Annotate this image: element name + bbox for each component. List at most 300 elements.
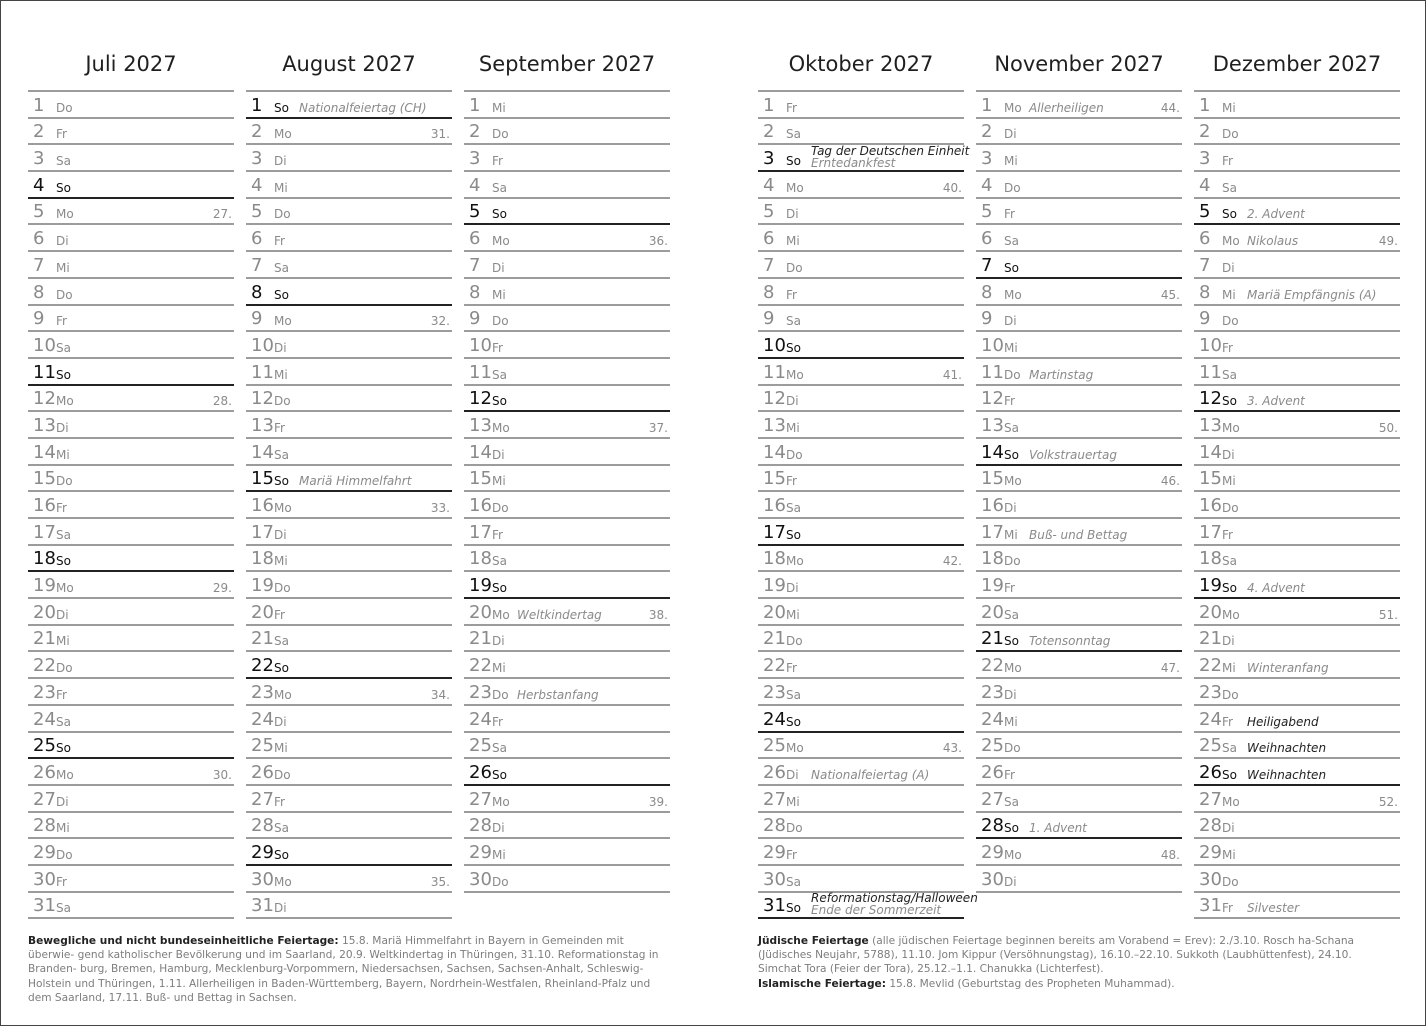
weekday-label: Mo — [274, 314, 292, 329]
day-row[interactable] — [246, 412, 452, 439]
day-row[interactable] — [976, 279, 1182, 306]
day-row[interactable] — [246, 386, 452, 413]
day-number: 21 — [981, 628, 1004, 650]
day-row[interactable] — [976, 199, 1182, 226]
day-row[interactable] — [464, 386, 670, 413]
day-row[interactable] — [464, 786, 670, 813]
holiday-note: Silvester — [1247, 901, 1300, 916]
day-row[interactable] — [758, 359, 964, 386]
day-row[interactable] — [976, 439, 1182, 466]
day-row[interactable] — [464, 92, 670, 119]
day-row[interactable] — [246, 786, 452, 813]
day-row[interactable] — [28, 679, 234, 706]
holiday-note: 4. Advent — [1247, 581, 1305, 596]
day-row[interactable] — [464, 439, 670, 466]
day-number: 3 — [469, 148, 481, 170]
day-row[interactable] — [1194, 572, 1400, 599]
day-row[interactable] — [464, 706, 670, 733]
day-row[interactable] — [28, 279, 234, 306]
day-number: 7 — [469, 254, 481, 276]
day-row[interactable] — [758, 306, 964, 333]
weekday-label: Do — [1222, 874, 1239, 889]
day-row[interactable] — [758, 786, 964, 813]
day-number: 7 — [763, 254, 775, 276]
day-row[interactable] — [28, 626, 234, 653]
day-row[interactable] — [246, 599, 452, 626]
footnote-jewish-heading: Jüdische Feiertage — [758, 935, 869, 947]
day-number: 3 — [251, 148, 263, 170]
day-number: 23 — [763, 681, 786, 703]
day-row[interactable] — [464, 119, 670, 146]
day-number: 7 — [251, 254, 263, 276]
day-row[interactable] — [976, 626, 1182, 653]
day-row[interactable] — [246, 679, 452, 706]
day-row[interactable] — [1194, 306, 1400, 333]
day-row[interactable] — [1194, 172, 1400, 199]
day-row[interactable] — [1194, 492, 1400, 519]
day-row[interactable] — [976, 466, 1182, 493]
day-number: 31 — [33, 895, 56, 917]
day-number: 30 — [981, 868, 1004, 890]
day-row[interactable] — [758, 706, 964, 733]
day-list — [1194, 90, 1400, 919]
day-row[interactable] — [976, 332, 1182, 359]
day-row[interactable] — [464, 626, 670, 653]
weekday-label: Sa — [274, 634, 289, 649]
day-row[interactable] — [464, 546, 670, 573]
day-row[interactable] — [1194, 599, 1400, 626]
weekday-label: So — [1004, 821, 1019, 836]
day-row[interactable] — [464, 866, 670, 893]
day-row[interactable] — [758, 144, 970, 172]
day-row[interactable] — [464, 279, 670, 306]
week-number: 36. — [648, 234, 668, 249]
day-number: 31 — [1199, 895, 1222, 917]
day-row[interactable] — [246, 759, 452, 786]
day-row[interactable] — [758, 652, 964, 679]
day-row[interactable] — [464, 652, 670, 679]
weekday-label: Di — [274, 527, 287, 542]
day-number: 15 — [469, 468, 492, 490]
day-number: 4 — [33, 174, 45, 196]
day-row[interactable] — [758, 546, 964, 573]
day-row[interactable] — [758, 813, 964, 840]
day-row[interactable] — [246, 466, 452, 493]
weekday-label: Di — [492, 821, 505, 836]
day-row[interactable] — [1194, 519, 1400, 546]
day-number: 1 — [469, 94, 481, 116]
day-number: 24 — [981, 708, 1004, 730]
day-row[interactable] — [246, 145, 452, 172]
day-number: 22 — [981, 655, 1004, 677]
day-row[interactable] — [758, 252, 964, 279]
day-row[interactable] — [28, 813, 234, 840]
day-row[interactable] — [246, 225, 452, 252]
day-row[interactable] — [28, 92, 234, 119]
day-row[interactable] — [1194, 866, 1400, 893]
day-row[interactable] — [976, 866, 1182, 893]
day-number: 12 — [1199, 388, 1222, 410]
day-row[interactable] — [1194, 759, 1400, 786]
day-row[interactable] — [758, 839, 964, 866]
day-number: 28 — [763, 815, 786, 837]
month-title: November 2027 — [994, 52, 1164, 76]
weekday-label: Do — [1222, 314, 1239, 329]
day-row[interactable] — [28, 252, 234, 279]
weekday-label: So — [786, 714, 801, 729]
weekday-label: Di — [1004, 501, 1017, 515]
day-row[interactable] — [1194, 252, 1400, 279]
day-row[interactable] — [976, 306, 1182, 333]
day-number: 9 — [251, 308, 263, 330]
day-row[interactable] — [246, 866, 452, 893]
weekday-label: Do — [56, 661, 73, 676]
week-number: 35. — [430, 874, 450, 889]
day-number: 11 — [763, 361, 786, 383]
weekday-label: Fr — [1004, 394, 1015, 409]
day-row[interactable] — [758, 466, 964, 493]
weekday-label: Mo — [786, 180, 804, 195]
day-row[interactable] — [976, 172, 1182, 199]
day-row[interactable] — [464, 225, 670, 252]
day-row[interactable] — [246, 492, 452, 519]
footnote-right — [758, 934, 1398, 991]
day-row[interactable] — [976, 652, 1182, 679]
day-number: 27 — [251, 788, 274, 810]
day-row[interactable] — [464, 172, 670, 199]
day-row[interactable] — [464, 759, 670, 786]
day-row[interactable] — [246, 706, 452, 733]
day-row[interactable] — [758, 92, 964, 119]
day-row[interactable] — [464, 519, 670, 546]
day-row[interactable] — [1194, 786, 1400, 813]
day-row[interactable] — [28, 572, 234, 599]
weekday-label: Fr — [492, 154, 503, 169]
holiday-note: 2. Advent — [1247, 207, 1305, 222]
day-row[interactable] — [464, 679, 670, 706]
day-row[interactable] — [246, 332, 452, 359]
day-row[interactable] — [464, 599, 670, 626]
week-number: 52. — [1378, 794, 1398, 809]
day-row[interactable] — [976, 412, 1182, 439]
day-row[interactable] — [28, 145, 234, 172]
weekday-label: Di — [56, 234, 69, 249]
day-row[interactable] — [1194, 626, 1400, 653]
day-row[interactable] — [976, 359, 1182, 386]
holiday-note: Volkstrauertag — [1029, 447, 1117, 462]
weekday-label: Mi — [1222, 847, 1236, 862]
day-row[interactable] — [976, 813, 1182, 840]
weekday-label: So — [274, 847, 289, 862]
day-row[interactable] — [246, 306, 452, 333]
day-row[interactable] — [758, 225, 964, 252]
weekday-label: Mi — [492, 847, 506, 862]
day-row[interactable] — [28, 359, 234, 386]
day-row[interactable] — [1194, 225, 1400, 252]
day-row[interactable] — [464, 813, 670, 840]
day-row[interactable] — [758, 386, 964, 413]
day-number: 14 — [33, 441, 56, 463]
day-row[interactable] — [28, 466, 234, 493]
weekday-label: Do — [274, 767, 291, 782]
day-row[interactable] — [976, 145, 1182, 172]
day-list — [28, 90, 234, 919]
day-row[interactable] — [246, 359, 452, 386]
day-number: 16 — [251, 495, 274, 516]
day-row[interactable] — [758, 572, 964, 599]
day-number: 23 — [33, 681, 56, 703]
day-number: 18 — [763, 548, 786, 570]
weekday-label: Fr — [274, 607, 285, 622]
day-row[interactable] — [464, 199, 670, 226]
day-row[interactable] — [758, 519, 964, 546]
day-row[interactable] — [464, 839, 670, 866]
day-row[interactable] — [1194, 332, 1400, 359]
day-row[interactable] — [28, 119, 234, 146]
day-row[interactable] — [1194, 386, 1400, 413]
day-row[interactable] — [28, 225, 234, 252]
day-row[interactable] — [28, 706, 234, 733]
day-row[interactable] — [1194, 439, 1400, 466]
day-row[interactable] — [976, 759, 1182, 786]
footnote-left — [28, 934, 668, 1005]
weekday-label: Do — [1004, 367, 1021, 382]
day-number: 16 — [763, 495, 786, 516]
day-number: 11 — [981, 361, 1004, 383]
day-row[interactable] — [28, 439, 234, 466]
weekday-label: Mo — [492, 607, 510, 622]
day-row[interactable] — [246, 279, 452, 306]
day-row[interactable] — [758, 599, 964, 626]
day-row[interactable] — [246, 572, 452, 599]
day-number: 26 — [33, 761, 56, 783]
day-number: 13 — [1199, 414, 1222, 436]
day-row[interactable] — [246, 546, 452, 573]
day-row[interactable] — [976, 572, 1182, 599]
day-row[interactable] — [976, 599, 1182, 626]
day-row[interactable] — [246, 626, 452, 653]
weekday-label: Mi — [56, 447, 70, 462]
day-number: 9 — [1199, 308, 1211, 330]
day-row[interactable] — [976, 119, 1182, 146]
day-row[interactable] — [1194, 733, 1400, 760]
day-row[interactable] — [28, 332, 234, 359]
day-row[interactable] — [28, 172, 234, 199]
day-row[interactable] — [1194, 839, 1400, 866]
day-row[interactable] — [28, 839, 234, 866]
day-row[interactable] — [1194, 679, 1400, 706]
day-row[interactable] — [1194, 199, 1400, 226]
day-row[interactable] — [1194, 145, 1400, 172]
holiday-note: Weihnachten — [1247, 741, 1327, 756]
footnote-islamic-text: 15.8. Mevlid (Geburtstag des Propheten Muhammad). — [885, 977, 1175, 990]
day-row[interactable] — [1194, 652, 1400, 679]
day-row[interactable] — [758, 759, 964, 786]
day-row[interactable] — [28, 546, 234, 573]
day-row[interactable] — [976, 706, 1182, 733]
weekday-label: Mi — [1222, 474, 1236, 489]
holiday-note: Nikolaus — [1247, 234, 1299, 249]
day-row[interactable] — [28, 412, 234, 439]
day-number: 18 — [981, 548, 1004, 570]
day-row[interactable] — [1194, 359, 1400, 386]
week-number: 46. — [1160, 474, 1180, 489]
day-row[interactable] — [246, 439, 452, 466]
day-row[interactable] — [464, 332, 670, 359]
day-row[interactable] — [28, 599, 234, 626]
day-row[interactable] — [28, 786, 234, 813]
weekday-label: Di — [786, 207, 799, 222]
day-row[interactable] — [976, 839, 1182, 866]
day-number: 2 — [981, 121, 993, 143]
day-number: 12 — [33, 388, 56, 410]
day-row[interactable] — [976, 386, 1182, 413]
day-row[interactable] — [464, 572, 670, 599]
day-row[interactable] — [976, 733, 1182, 760]
day-row[interactable] — [246, 652, 452, 679]
day-number: 21 — [251, 628, 274, 650]
weekday-label: Do — [786, 447, 803, 462]
day-row[interactable] — [758, 279, 964, 306]
day-row[interactable] — [464, 145, 670, 172]
weekday-label: Mi — [492, 474, 506, 489]
weekday-label: So — [274, 474, 289, 489]
day-number: 3 — [1199, 148, 1211, 170]
weekday-label: Di — [492, 634, 505, 649]
day-row[interactable] — [246, 839, 452, 866]
holiday-note: Winteranfang — [1247, 661, 1329, 676]
weekday-label: Di — [1004, 127, 1017, 142]
day-row[interactable] — [758, 679, 964, 706]
weekday-label: Sa — [56, 527, 71, 542]
day-row[interactable] — [976, 252, 1182, 279]
weekday-label: Mo — [56, 394, 74, 409]
weekday-label: Di — [1004, 687, 1017, 702]
day-number: 17 — [33, 521, 56, 543]
weekday-label: Mi — [274, 554, 288, 569]
day-number: 29 — [981, 841, 1004, 863]
day-row[interactable] — [1194, 119, 1400, 146]
day-row[interactable] — [246, 893, 452, 920]
day-row[interactable] — [976, 225, 1182, 252]
day-row[interactable] — [246, 252, 452, 279]
week-number: 47. — [1160, 661, 1180, 676]
day-number: 6 — [981, 228, 993, 250]
weekday-label: Fr — [1222, 340, 1233, 355]
day-row[interactable] — [28, 652, 234, 679]
day-row[interactable] — [976, 492, 1182, 519]
day-row[interactable] — [464, 492, 670, 519]
day-row[interactable] — [464, 359, 670, 386]
day-number: 27 — [33, 788, 56, 810]
week-number: 31. — [430, 127, 450, 142]
day-row[interactable] — [1194, 92, 1400, 119]
day-row[interactable] — [246, 92, 452, 119]
day-row[interactable] — [28, 866, 234, 893]
weekday-label: Mi — [492, 100, 506, 115]
day-number: 12 — [469, 388, 492, 410]
day-row[interactable] — [28, 306, 234, 333]
day-row[interactable] — [758, 891, 978, 920]
day-row[interactable] — [1194, 893, 1400, 920]
day-row[interactable] — [246, 733, 452, 760]
day-number: 16 — [33, 495, 56, 516]
holiday-note-line2: Ende der Sommerzeit — [811, 903, 942, 918]
weekday-label: Mo — [274, 687, 292, 702]
week-number: 49. — [1378, 234, 1398, 249]
day-number: 19 — [469, 575, 492, 597]
day-row[interactable] — [246, 199, 452, 226]
day-row[interactable] — [246, 172, 452, 199]
day-row[interactable] — [1194, 546, 1400, 573]
weekday-label: Sa — [786, 314, 801, 329]
day-row[interactable] — [464, 412, 670, 439]
day-row[interactable] — [976, 786, 1182, 813]
day-number: 15 — [33, 468, 56, 490]
day-row[interactable] — [28, 759, 234, 786]
day-row[interactable] — [758, 492, 964, 519]
weekday-label: Sa — [1004, 420, 1019, 435]
day-row[interactable] — [758, 332, 964, 359]
day-row[interactable] — [28, 519, 234, 546]
weekday-label: Sa — [56, 154, 71, 169]
day-row[interactable] — [1194, 279, 1400, 306]
day-row[interactable] — [246, 519, 452, 546]
holiday-note: Nationalfeiertag (CH) — [299, 100, 427, 115]
day-row[interactable] — [1194, 813, 1400, 840]
weekday-label: Sa — [492, 741, 507, 756]
day-row[interactable] — [1194, 466, 1400, 493]
day-row[interactable] — [246, 119, 452, 146]
day-row[interactable] — [1194, 706, 1400, 733]
day-row[interactable] — [758, 866, 964, 893]
day-row[interactable] — [758, 626, 964, 653]
day-row[interactable] — [758, 412, 964, 439]
day-row[interactable] — [976, 519, 1182, 546]
day-row[interactable] — [1194, 412, 1400, 439]
day-row[interactable] — [758, 439, 964, 466]
day-row[interactable] — [758, 172, 964, 199]
day-row[interactable] — [464, 306, 670, 333]
day-row[interactable] — [758, 119, 964, 146]
day-number: 30 — [33, 868, 56, 890]
weekday-label: Sa — [786, 874, 801, 889]
weekday-label: Do — [786, 821, 803, 836]
day-row[interactable] — [758, 199, 964, 226]
day-row[interactable] — [976, 679, 1182, 706]
day-row[interactable] — [464, 252, 670, 279]
day-row[interactable] — [28, 199, 234, 226]
day-number: 10 — [33, 334, 56, 356]
day-row[interactable] — [464, 733, 670, 760]
day-row[interactable] — [976, 92, 1182, 119]
weekday-label: Fr — [492, 527, 503, 542]
day-row[interactable] — [28, 386, 234, 413]
day-row[interactable] — [758, 733, 964, 760]
day-row[interactable] — [464, 466, 670, 493]
day-row[interactable] — [28, 893, 234, 920]
day-row[interactable] — [28, 492, 234, 519]
day-number: 18 — [251, 548, 274, 570]
day-number: 30 — [251, 868, 274, 890]
day-row[interactable] — [28, 733, 234, 760]
weekday-label: Do — [786, 260, 803, 275]
holiday-note: Martinstag — [1029, 367, 1094, 382]
weekday-label: Di — [1222, 634, 1235, 649]
day-row[interactable] — [246, 813, 452, 840]
day-row[interactable] — [976, 546, 1182, 573]
day-number: 24 — [251, 708, 274, 730]
